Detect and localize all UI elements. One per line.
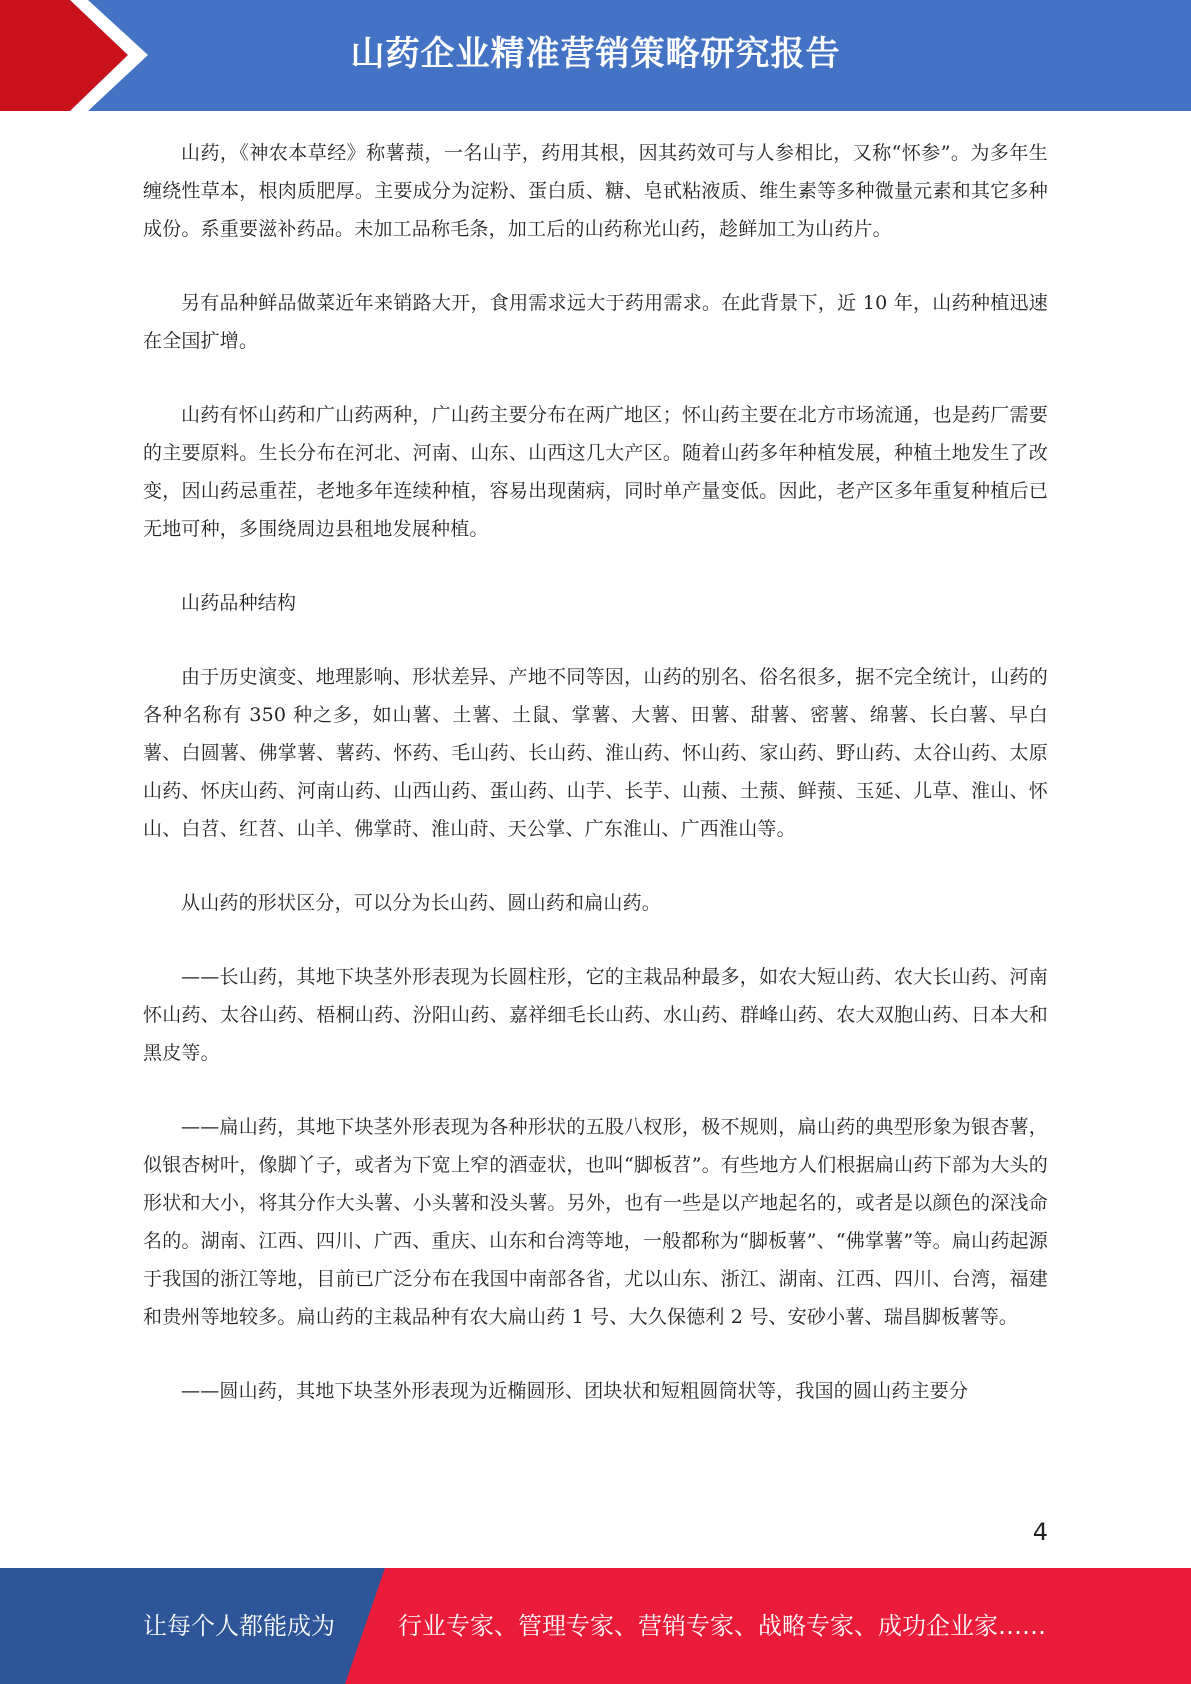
paragraph-distribution: 山药有怀山药和广山药两种，广山药主要分布在两广地区；怀山药主要在北方市场流通，也是药厂需要的主要原料。生长分布在河北、河南、山东、山西这几大产区。随着山药多年种植发展，种植土地发生了改变，因山药忌重茬，老地多年连续种植，容易出现菌病，同时单产量变低。因此，老产区多年重复种植后已无地可种，多围绕周边县租地发展种植。 [143, 404, 1048, 540]
paragraph-round-yam: ——圆山药，其地下块茎外形表现为近椭圆形、团块状和短粗圆筒状等，我国的圆山药主要分 [181, 1380, 969, 1402]
paragraph-shape-classification: 从山药的形状区分，可以分为长山药、圆山药和扁山药。 [181, 892, 662, 914]
paragraph-intro: 山药，《神农本草经》称薯蓣，一名山芋，药用其根，因其药效可与人参相比，又称“怀参”。为多年生缠绕性草本，根肉质肥厚。主要成分为淀粉、蛋白质、糖、皂甙粘液质、维生素等多种微量元素和其它多种成份。系重要滋补药品。未加工品称毛条，加工后的山药称光山药，趁鲜加工为山药片。 [143, 142, 1048, 240]
paragraph-long-yam: ——长山药，其地下块茎外形表现为长圆柱形，它的主栽品种最多，如农大短山药、农大长山药、河南怀山药、太谷山药、梧桐山药、汾阳山药、嘉祥细毛长山药、水山药、群峰山药、农大双胞山药、日本大和黑皮等。 [143, 966, 1048, 1064]
page-header [0, 0, 1191, 111]
footer-slogan-left: 让每个人都能成为 [143, 1612, 335, 1640]
footer-slogan-right: 行业专家、管理专家、营销专家、战略专家、成功企业家…… [398, 1612, 1046, 1640]
section-heading-variety-structure: 山药品种结构 [181, 592, 297, 614]
page-title: 山药企业精准营销策略研究报告 [350, 34, 841, 74]
page-footer [0, 1568, 1191, 1684]
paragraph-flat-yam: ——扁山药，其地下块茎外形表现为各种形状的五股八杈形，极不规则，扁山药的典型形象为银杏薯，似银杏树叶，像脚丫子，或者为下宽上窄的酒壶状，也叫“脚板苕”。有些地方人们根据扁山药下部为大头的形状和大小，将其分作大头薯、小头薯和没头薯。另外，也有一些是以产地起名的，或者是以颜色的深浅命名的。湖南、江西、四川、广西、重庆、山东和台湾等地，一般都称为“脚板薯”、“佛掌薯”等。扁山药起源于我国的浙江等地，目前已广泛分布在我国中南部各省，尤以山东、浙江、湖南、江西、四川、台湾，福建和贵州等地较多。扁山药的主栽品种有农大扁山药 1 号、大久保德利 2 号、安砂小薯、瑞昌脚板薯等。 [143, 1116, 1048, 1328]
body-content [143, 134, 1048, 1446]
page-number: 4 [1032, 1518, 1048, 1546]
paragraph-aliases: 由于历史演变、地理影响、形状差异、产地不同等因，山药的别名、俗名很多，据不完全统计，山药的各种名称有 350 种之多，如山薯、土薯、土鼠、掌薯、大薯、田薯、甜薯、密薯、绵薯、长白薯、早白薯、白圆薯、佛掌薯、薯药、怀药、毛山药、长山药、淮山药、怀山药、家山药、野山药、太谷山药、太原山药、怀庆山药、河南山药、山西山药、蛋山药、山芋、长芋、山蓣、土蓣、鲜蓣、玉延、儿草、淮山、怀山、白苕、红苕、山羊、佛掌莳、淮山莳、天公掌、广东淮山、广西淮山等。 [143, 666, 1048, 840]
paragraph-demand: 另有品种鲜品做菜近年来销路大开，食用需求远大于药用需求。在此背景下，近 10 年，山药种植迅速在全国扩增。 [143, 292, 1048, 352]
